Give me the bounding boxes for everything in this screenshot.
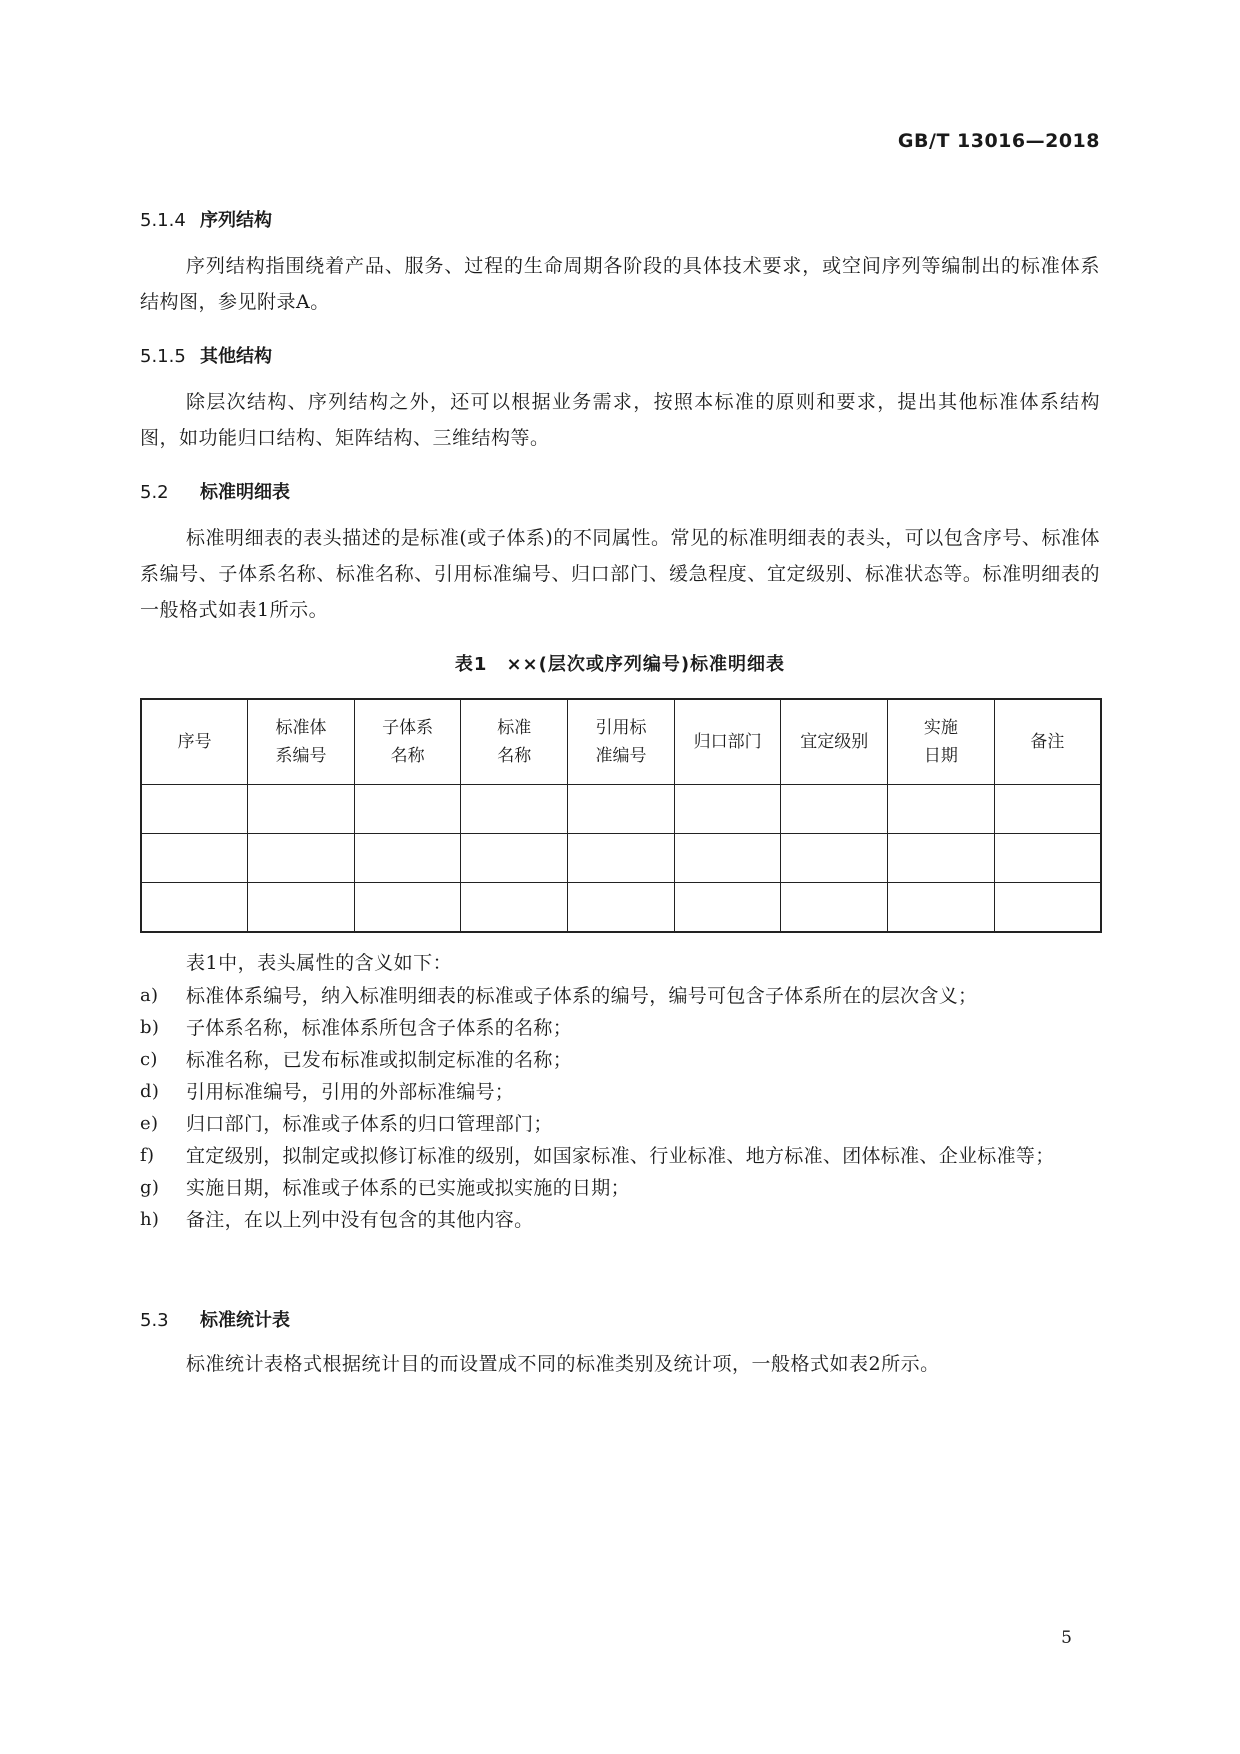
list-marker: a): [140, 985, 159, 1006]
table-cell: [141, 883, 248, 933]
table-header-cell: 标准 名称: [461, 699, 568, 785]
table-cell: [674, 785, 781, 834]
section-number: 5.2: [140, 482, 169, 503]
section-5-1-4-heading: [140, 206, 272, 232]
section-5-1-4-body: 序列结构指围绕着产品、服务、过程的生命周期各阶段的具体技术要求，或空间序列等编制出的标准体系结构图，参见附录A。: [140, 255, 1100, 313]
list-text: 引用标准编号，引用的外部标准编号；: [186, 1081, 515, 1103]
list-marker: d): [140, 1081, 160, 1102]
definitions-intro: 表1中，表头属性的含义如下：: [186, 952, 453, 974]
table-cell: [248, 883, 355, 933]
section-5-2-heading: [140, 478, 290, 504]
list-marker: b): [140, 1017, 160, 1038]
table-cell: [674, 883, 781, 933]
section-title: 序列结构: [200, 210, 272, 231]
table-cell: [461, 785, 568, 834]
table-cell: [781, 834, 888, 883]
standard-detail-table: [140, 698, 1102, 933]
section-title: 标准统计表: [200, 1310, 290, 1331]
section-title: 其他结构: [200, 346, 272, 367]
table-header-cell: 子体系 名称: [354, 699, 461, 785]
table-cell: [141, 834, 248, 883]
section-5-1-5-heading: [140, 342, 272, 368]
table-header-cell: 标准体 系编号: [248, 699, 355, 785]
list-text: 子体系名称，标准体系所包含子体系的名称；: [186, 1017, 573, 1039]
list-text: 标准名称，已发布标准或拟制定标准的名称；: [186, 1049, 573, 1071]
table-cell: [568, 883, 675, 933]
table-row: [141, 834, 1101, 883]
list-item: [140, 980, 1100, 1012]
standard-code: GB/T 13016—2018: [897, 130, 1100, 152]
table-cell: [354, 834, 461, 883]
table-row: [141, 785, 1101, 834]
table-cell: [888, 883, 995, 933]
list-marker: f): [140, 1145, 155, 1166]
list-item: [140, 1204, 1100, 1236]
definitions-list: [140, 980, 1100, 1236]
list-item: [140, 1140, 1100, 1172]
table-cell: [248, 834, 355, 883]
table-cell: [141, 785, 248, 834]
table-cell: [461, 883, 568, 933]
list-marker: g): [140, 1177, 160, 1198]
table-header-cell: 引用标 准编号: [568, 699, 675, 785]
list-text: 备注，在以上列中没有包含的其他内容。: [186, 1209, 534, 1231]
table-header-row: [141, 699, 1101, 785]
table-cell: [781, 785, 888, 834]
section-5-1-5-body: 除层次结构、序列结构之外，还可以根据业务需求，按照本标准的原则和要求，提出其他标准体系结构图，如功能归口结构、矩阵结构、三维结构等。: [140, 391, 1100, 449]
list-text: 标准体系编号，纳入标准明细表的标准或子体系的编号，编号可包含子体系所在的层次含义；: [186, 985, 978, 1007]
section-title: 标准明细表: [200, 482, 290, 503]
table-header-cell: 宜定级别: [781, 699, 888, 785]
table-cell: [888, 834, 995, 883]
table-cell: [568, 785, 675, 834]
section-5-2-body: 标准明细表的表头描述的是标准(或子体系)的不同属性。常见的标准明细表的表头，可以包含序号、标准体系编号、子体系名称、标准名称、引用标准编号、归口部门、缓急程度、宜定级别、标准状态等。标准明细表的一般格式如表1所示。: [140, 527, 1100, 621]
table-header-cell: 归口部门: [674, 699, 781, 785]
table-cell: [994, 834, 1101, 883]
table-cell: [888, 785, 995, 834]
table-cell: [994, 883, 1101, 933]
page-number: 5: [1061, 1628, 1072, 1648]
table-header-cell: 序号: [141, 699, 248, 785]
section-number: 5.1.4: [140, 210, 186, 231]
table-cell: [354, 785, 461, 834]
list-text: 归口部门，标准或子体系的归口管理部门；: [186, 1113, 553, 1135]
table-1-caption: 表1 ××(层次或序列编号)标准明细表: [454, 654, 786, 675]
list-marker: h): [140, 1209, 160, 1230]
list-marker: c): [140, 1049, 158, 1070]
table-header-cell: 实施 日期: [888, 699, 995, 785]
table-cell: [248, 785, 355, 834]
list-item: [140, 1012, 1100, 1044]
list-text: 宜定级别，拟制定或拟修订标准的级别，如国家标准、行业标准、地方标准、团体标准、企业标准等；: [186, 1145, 1055, 1167]
table-cell: [674, 834, 781, 883]
list-item: [140, 1076, 1100, 1108]
table-cell: [994, 785, 1101, 834]
table-header-cell: 备注: [994, 699, 1101, 785]
table-cell: [781, 883, 888, 933]
table-cell: [568, 834, 675, 883]
list-item: [140, 1044, 1100, 1076]
section-number: 5.3: [140, 1310, 169, 1331]
table-row: [141, 883, 1101, 933]
list-text: 实施日期，标准或子体系的已实施或拟实施的日期；: [186, 1177, 630, 1199]
section-5-3-body: 标准统计表格式根据统计目的而设置成不同的标准类别及统计项，一般格式如表2所示。: [186, 1353, 940, 1375]
list-marker: e): [140, 1113, 159, 1134]
section-number: 5.1.5: [140, 346, 186, 367]
table-cell: [354, 883, 461, 933]
table-cell: [461, 834, 568, 883]
list-item: [140, 1172, 1100, 1204]
section-5-3-heading: [140, 1306, 290, 1332]
list-item: [140, 1108, 1100, 1140]
